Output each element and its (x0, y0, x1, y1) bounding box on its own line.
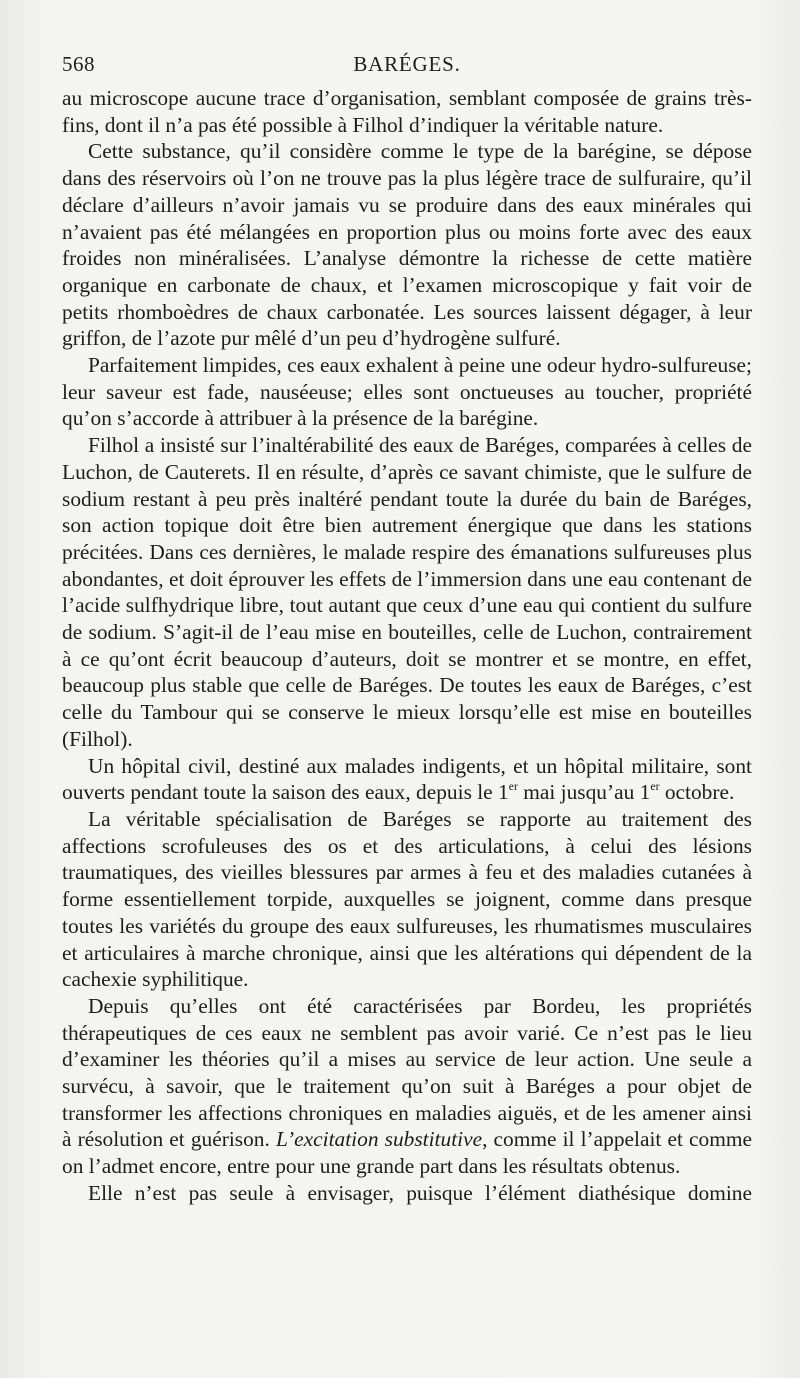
paragraph-7-part-b: , comme il l’appelait et comme on l’admet encore, entre pour une grande part dans les résultats obtenus. (62, 1127, 752, 1179)
paragraph-5-part-b: mai jusqu’au 1 (517, 780, 651, 805)
paragraph-4: Filhol a insisté sur l’inaltérabilité des eaux de Baréges, comparées à celles de Luchon, de Cauterets. Il en résulte, d’après ce savant chimiste, que le sulfure de sodium restant à peu près inaltéré pendant toute la durée du bain de Baréges, son action topique doit être bien autrement énergique que dans les stations précitées. Dans ces dernières, le malade respire des émanations sulfureuses plus abondantes, et doit éprouver les effets de l’immersion dans une eau contenant de l’acide sulfhydrique libre, tout autant que ceux d’une eau qui contient du sulfure de sodium. S’agit-il de l’eau mise en bouteilles, celle de Luchon, contrairement à ce qu’ont écrit beaucoup d’auteurs, doit se montrer et se montre, en effet, beaucoup plus stable que celle de Baréges. De toutes les eaux de Baréges, c’est celle du Tambour qui se conserve le mieux lorsqu’elle est mise en bouteilles (Filhol). (62, 433, 752, 751)
ordinal-superscript: er (508, 780, 518, 794)
paragraph-5-part-a: Un hôpital civil, destiné aux malades indigents, et un hôpital militaire, sont ouverts pendant toute la saison des eaux, depuis le 1 (62, 753, 752, 805)
paragraph-7-part-a: Depuis qu’elles ont été caractérisées par Bordeu, les propriétés thérapeutiques de ces eaux ne semblent pas avoir varié. Ce n’est pas le lieu d’examiner les théories qu’il a mises au service de leur action. Une seule a survécu, à savoir, que le traitement qu’on suit à Baréges a pour objet de transformer les affections chroniques en maladies aiguës, et de les amener ainsi à résolution et guérison. (62, 993, 752, 1152)
paragraph-8: Elle n’est pas seule à envisager, puisque l’élément diathésique domine (88, 1180, 752, 1205)
paragraph-7 (62, 993, 752, 1180)
paragraph-6: La véritable spécialisation de Baréges se rapporte au traitement des affections scrofuleuses des os et des articulations, à celui des lésions traumatiques, des vieilles blessures par armes à feu et des maladies cutanées à forme essentiellement torpide, auxquelles se joignent, comme dans presque toutes les variétés du groupe des eaux sulfureuses, les rhumatismes musculaires et articulaires à marche chronique, ainsi que les altérations qui dépendent de la cachexie syphilitique. (62, 806, 752, 992)
paragraph-5-part-c: octobre. (659, 780, 735, 805)
body-text (62, 85, 752, 1207)
running-title: BARÉGES. (353, 52, 461, 76)
paragraph-3: Parfaitement limpides, ces eaux exhalent à peine une odeur hydro-sulfureuse; leur saveur est fade, nauséeuse; elles sont onctueuses au toucher, propriété qu’on s’accorde à attribuer à la présence de la barégine. (62, 353, 752, 431)
page-number: 568 (62, 52, 95, 76)
running-head (62, 52, 752, 82)
paragraph-1: au microscope aucune trace d’organisation, semblant composée de grains très-fins, dont il n’a pas été possible à Filhol d’indiquer la véritable nature. (62, 86, 752, 137)
paragraph-5 (62, 753, 752, 806)
italic-term: L’excitation substitutive (275, 1127, 483, 1152)
ordinal-superscript: er (650, 780, 660, 794)
paragraph-2: Cette substance, qu’il considère comme le type de la barégine, se dépose dans des réservoirs où l’on ne trouve pas la plus légère trace de sulfuraire, qu’il déclare d’ailleurs n’avoir jamais vu se produire dans des eaux minérales qui n’avaient pas été mélangées en proportion plus ou moins forte avec des eaux froides non minéralisées. L’analyse démontre la richesse de cette matière organique en carbonate de chaux, et l’examen microscopique y fait voir de petits rhomboèdres de chaux carbonatée. Les sources laissent dégager, à leur griffon, de l’azote pur mêlé d’un peu d’hydrogène sulfuré. (62, 139, 752, 351)
